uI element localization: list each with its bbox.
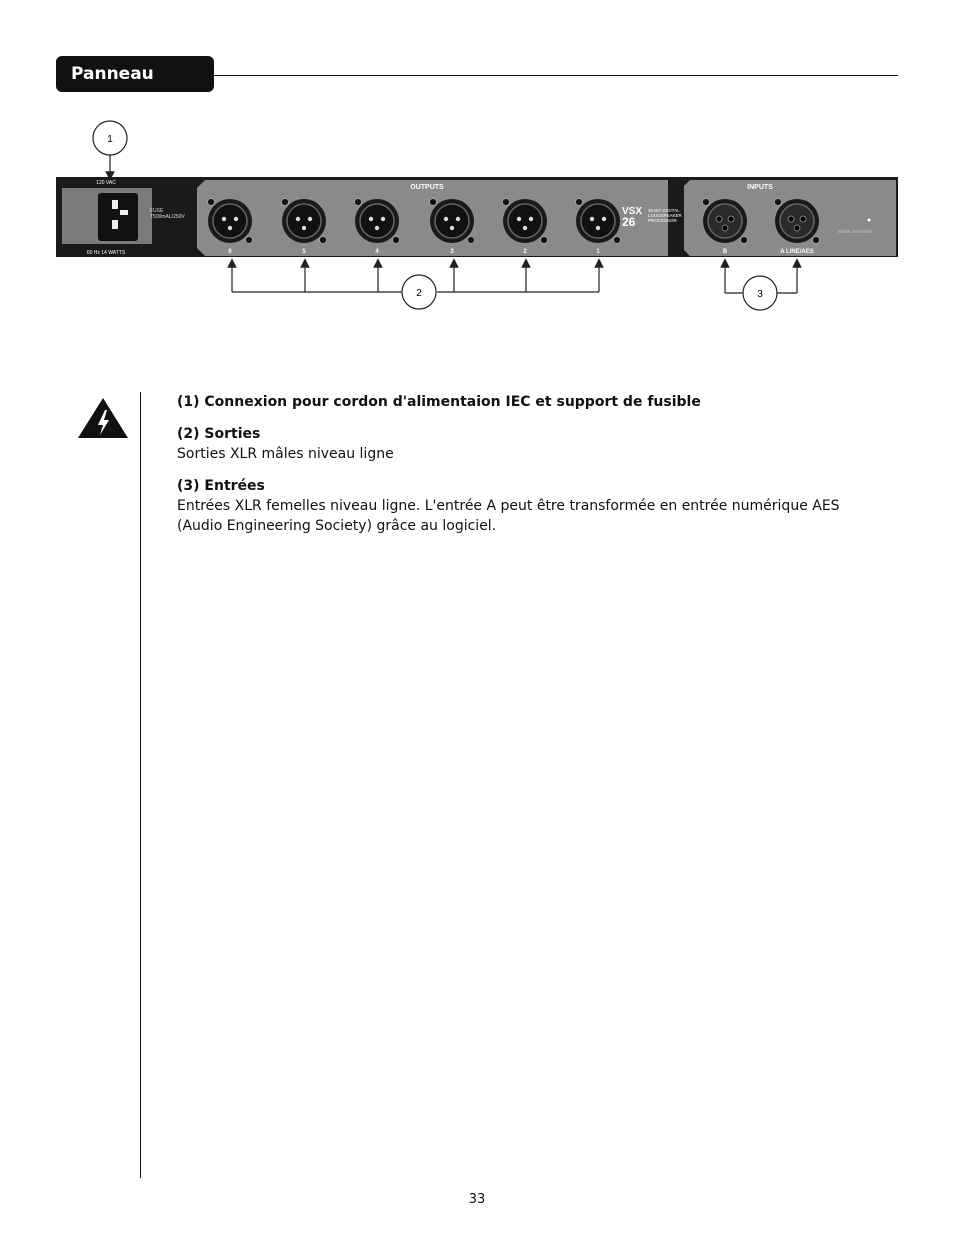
- brand-line-1: 36 BIT DIGITAL: [648, 208, 680, 213]
- output-label-4: 3: [450, 249, 454, 255]
- item-inputs-body: Entrées XLR femelles niveau ligne. L'entrée A peut être transformée en entrée numérique AES (Audio Engineering Society) grâce au logiciel.: [177, 498, 840, 534]
- output-label-5: 2: [523, 249, 527, 255]
- section-divider: [214, 75, 898, 76]
- electric-warning-icon: [76, 396, 130, 440]
- item-inputs: [177, 476, 877, 536]
- output-label-1: 6: [228, 249, 232, 255]
- callout-2-label: 2: [416, 288, 422, 299]
- item-inputs-heading: (3) Entrées: [177, 478, 265, 494]
- margin-rule: [140, 392, 141, 1178]
- brand-number: 26: [622, 215, 636, 229]
- brand-model: VSX: [622, 206, 643, 217]
- description-list: [177, 392, 877, 548]
- output-label-3: 4: [375, 249, 379, 255]
- input-label-1: B: [722, 249, 728, 255]
- fuse-title: FUSE: [150, 208, 164, 214]
- item-outputs-body: Sorties XLR mâles niveau ligne: [177, 446, 394, 462]
- voltage-label: 120 VAC: [96, 180, 116, 186]
- output-label-2: 5: [302, 249, 306, 255]
- brand-line-3: PROCESSOR: [648, 218, 677, 223]
- power-rating-label: 60 Hz 14 WATTS: [86, 250, 126, 256]
- item-outputs: [177, 424, 877, 464]
- fuse-rating: T500mAL/250V: [150, 214, 185, 220]
- item-power: [177, 392, 877, 412]
- input-label-2: A LINE/AES: [780, 249, 814, 255]
- made-in-label: MADE IN CHINA: [838, 229, 873, 234]
- item-outputs-heading: (2) Sorties: [177, 426, 261, 442]
- outputs-title: OUTPUTS: [410, 184, 444, 191]
- output-label-6: 1: [596, 249, 600, 255]
- brand-line-2: LOUDSPEAKER: [648, 213, 682, 218]
- page-number: 33: [468, 1192, 486, 1207]
- item-power-heading: (1) Connexion pour cordon d'alimentaion IEC et support de fusible: [177, 394, 701, 410]
- section-title: Panneau Arriere: [56, 56, 214, 92]
- callout-1-label: 1: [107, 134, 113, 145]
- rear-panel-diagram: [0, 110, 954, 320]
- inputs-title: INPUTS: [747, 184, 773, 191]
- callout-3-label: 3: [757, 289, 763, 300]
